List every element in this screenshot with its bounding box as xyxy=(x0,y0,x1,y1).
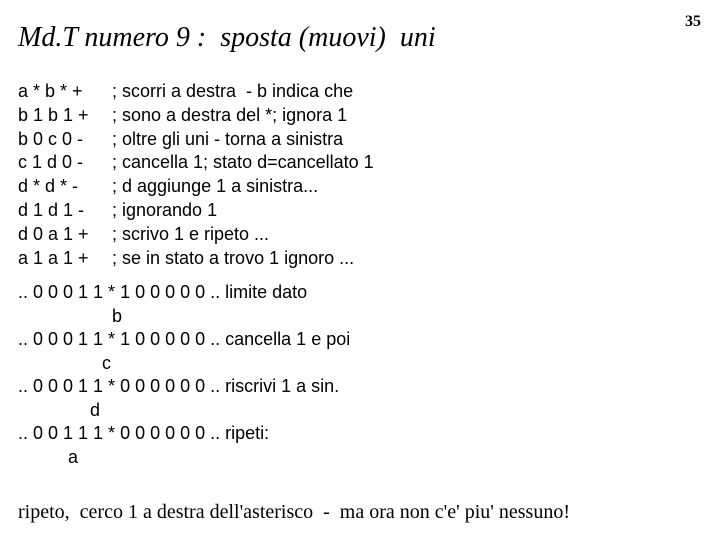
footer-text: ripeto, cerco 1 a destra dell'asterisco - ma ora non c'e' piu' nessuno! xyxy=(18,501,570,523)
tape-line: .. 0 0 1 1 1 * 0 0 0 0 0 0 .. ripeti: xyxy=(18,423,270,443)
rule-comment: ; se in stato a trovo 1 ignoro ... xyxy=(112,247,355,268)
tape-line: .. 0 0 0 1 1 * 1 0 0 0 0 0 .. cancella 1 e poi xyxy=(18,329,351,349)
head-state: b xyxy=(112,305,123,326)
rule-row xyxy=(18,175,319,199)
rule-row xyxy=(18,80,354,104)
rule-comment: ; ignorando 1 xyxy=(112,199,218,220)
rule-code: d 0 a 1 + xyxy=(18,223,89,244)
rule-comment: ; d aggiunge 1 a sinistra... xyxy=(112,176,319,197)
rule-comment: ; oltre gli uni - torna a sinistra xyxy=(112,128,344,149)
head-line xyxy=(18,305,350,329)
rule-code: b 1 b 1 + xyxy=(18,104,89,125)
rules-list xyxy=(18,80,374,270)
head-state: c xyxy=(102,352,111,373)
rule-row xyxy=(18,151,374,175)
head-state: a xyxy=(68,446,79,467)
rule-comment: ; scrivo 1 e ripeto ... xyxy=(112,223,270,244)
rule-comment: ; sono a destra del *; ignora 1 xyxy=(112,104,348,125)
rule-row xyxy=(18,199,218,223)
rule-code: a 1 a 1 + xyxy=(18,247,89,268)
tape-line: .. 0 0 0 1 1 * 0 0 0 0 0 0 .. riscrivi 1 a sin. xyxy=(18,376,340,396)
tape-line: .. 0 0 0 1 1 * 1 0 0 0 0 0 .. limite dato xyxy=(18,282,308,302)
rule-code: b 0 c 0 - xyxy=(18,128,84,149)
rule-comment: ; cancella 1; stato d=cancellato 1 xyxy=(112,152,374,173)
rule-row xyxy=(18,223,270,247)
rule-code: c 1 d 0 - xyxy=(18,152,84,173)
page-number: 35 xyxy=(685,13,701,30)
head-state: d xyxy=(90,399,101,420)
rule-row xyxy=(18,247,355,271)
rule-comment: ; scorri a destra - b indica che xyxy=(112,81,354,101)
head-line xyxy=(18,446,350,470)
tape-trace xyxy=(18,281,350,469)
rule-code: a * b * + xyxy=(18,81,83,101)
slide-title: Md.T numero 9 : sposta (muovi) uni xyxy=(18,22,436,53)
head-line xyxy=(18,352,350,376)
head-line xyxy=(18,399,350,423)
rule-code: d 1 d 1 - xyxy=(18,199,85,220)
rule-row xyxy=(18,128,344,152)
rule-code: d * d * - xyxy=(18,176,79,197)
rule-row xyxy=(18,104,348,128)
